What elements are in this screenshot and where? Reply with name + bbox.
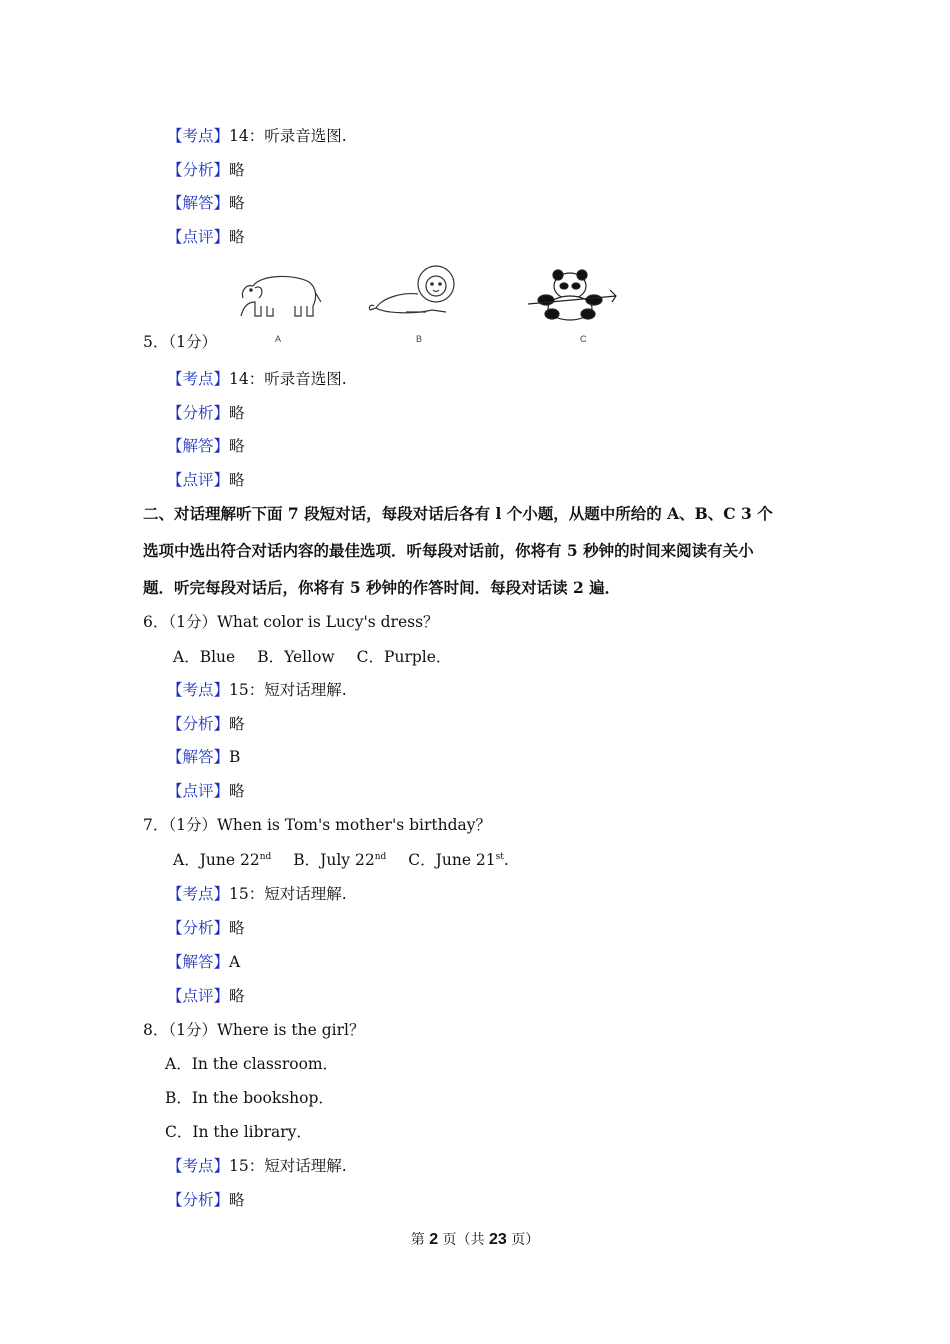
dianping-text: 略 xyxy=(229,782,245,800)
image-label-c: C xyxy=(580,334,587,344)
q8-kaodian xyxy=(167,1156,347,1176)
q6-dianping xyxy=(167,781,245,801)
kaodian-text: 15：短对话理解. xyxy=(229,885,347,903)
q7-jieda xyxy=(167,952,240,972)
kaodian-tag: 【考点】 xyxy=(167,681,230,699)
dianping-text: 略 xyxy=(229,228,245,246)
option-a: A．Blue xyxy=(173,648,236,666)
footer-post: 页） xyxy=(506,1232,540,1248)
dianping-text: 略 xyxy=(229,471,245,489)
fenxi-tag: 【分析】 xyxy=(167,1191,230,1209)
q7-kaodian xyxy=(167,884,347,904)
q8-fenxi xyxy=(167,1190,245,1210)
q6-kaodian xyxy=(167,680,347,700)
jieda-tag: 【解答】 xyxy=(167,437,230,455)
fenxi-tag: 【分析】 xyxy=(167,715,230,733)
footer-pre: 第 xyxy=(410,1232,430,1248)
lion-icon xyxy=(366,262,462,320)
option-b: B．July 22nd xyxy=(293,851,387,869)
q8-option-b: B．In the bookshop． xyxy=(165,1089,334,1107)
dianping-tag: 【点评】 xyxy=(167,987,230,1005)
dianping-text: 略 xyxy=(229,987,245,1005)
dianping-tag: 【点评】 xyxy=(167,471,230,489)
q5-dianping xyxy=(167,470,245,490)
fenxi-text: 略 xyxy=(229,919,245,937)
q8-stem: 8．（1分）Where is the girl？ xyxy=(143,1021,365,1039)
fenxi-tag: 【分析】 xyxy=(167,919,230,937)
panda-icon xyxy=(524,266,624,322)
kaodian-text: 14：听录音选图. xyxy=(229,370,347,388)
jieda-tag: 【解答】 xyxy=(167,748,230,766)
q4-jieda xyxy=(167,193,245,213)
q5-kaodian xyxy=(167,369,347,389)
q5-fenxi xyxy=(167,403,245,423)
q5-picture-options xyxy=(228,260,628,350)
footer-mid: 页（共 xyxy=(438,1232,489,1248)
image-label-a: A xyxy=(275,334,282,344)
image-label-b: B xyxy=(416,334,423,344)
q6-stem: 6．（1分）What color is Lucy's dress？ xyxy=(143,613,439,631)
q5-jieda xyxy=(167,436,245,456)
fenxi-text: 略 xyxy=(229,161,245,179)
q7-stem: 7．（1分）When is Tom's mother's birthday？ xyxy=(143,816,492,834)
fenxi-text: 略 xyxy=(229,404,245,422)
q4-kaodian xyxy=(167,126,347,146)
option-c: C．Purple． xyxy=(356,648,452,666)
page-footer xyxy=(0,1229,950,1249)
total-pages: 23 xyxy=(489,1231,507,1248)
jieda-text: 略 xyxy=(229,194,245,212)
q6-jieda xyxy=(167,747,240,767)
kaodian-tag: 【考点】 xyxy=(167,1157,230,1175)
q5-stem: 5．（1分） xyxy=(143,333,217,351)
fenxi-tag: 【分析】 xyxy=(167,161,230,179)
q4-dianping xyxy=(167,227,245,247)
dianping-tag: 【点评】 xyxy=(167,228,230,246)
kaodian-tag: 【考点】 xyxy=(167,885,230,903)
elephant-icon xyxy=(233,268,325,320)
option-c: C．June 21st. xyxy=(408,851,509,869)
page-number: 2 xyxy=(429,1231,439,1248)
kaodian-text: 14：听录音选图. xyxy=(229,127,347,145)
q7-fenxi xyxy=(167,918,245,938)
q7-dianping xyxy=(167,986,245,1006)
jieda-text: 略 xyxy=(229,437,245,455)
jieda-tag: 【解答】 xyxy=(167,194,230,212)
option-b: B．Yellow xyxy=(257,648,335,666)
kaodian-tag: 【考点】 xyxy=(167,370,230,388)
dianping-tag: 【点评】 xyxy=(167,782,230,800)
q6-options xyxy=(173,647,451,667)
kaodian-tag: 【考点】 xyxy=(167,127,230,145)
fenxi-text: 略 xyxy=(229,715,245,733)
option-a: A．June 22nd xyxy=(173,851,272,869)
q7-options xyxy=(173,850,509,870)
jieda-tag: 【解答】 xyxy=(167,953,230,971)
fenxi-text: 略 xyxy=(229,1191,245,1209)
kaodian-text: 15：短对话理解. xyxy=(229,681,347,699)
q6-fenxi xyxy=(167,714,245,734)
q8-option-a: A．In the classroom． xyxy=(165,1055,339,1073)
jieda-text: B xyxy=(229,748,241,766)
q8-option-c: C．In the library． xyxy=(165,1123,312,1141)
section2-line-2: 选项中选出符合对话内容的最佳选项．听每段对话前，你将有 5 秒钟的时间来阅读有关小 xyxy=(143,541,754,560)
fenxi-tag: 【分析】 xyxy=(167,404,230,422)
kaodian-text: 15：短对话理解. xyxy=(229,1157,347,1175)
section2-line-1: 二、对话理解听下面 7 段短对话，每段对话后各有 l 个小题，从题中所给的 A、B、C 3 个 xyxy=(143,504,773,523)
section2-line-3: 题．听完每段对话后，你将有 5 秒钟的作答时间．每段对话读 2 遍． xyxy=(143,578,621,597)
q4-fenxi xyxy=(167,160,245,180)
jieda-text: A xyxy=(229,953,241,971)
